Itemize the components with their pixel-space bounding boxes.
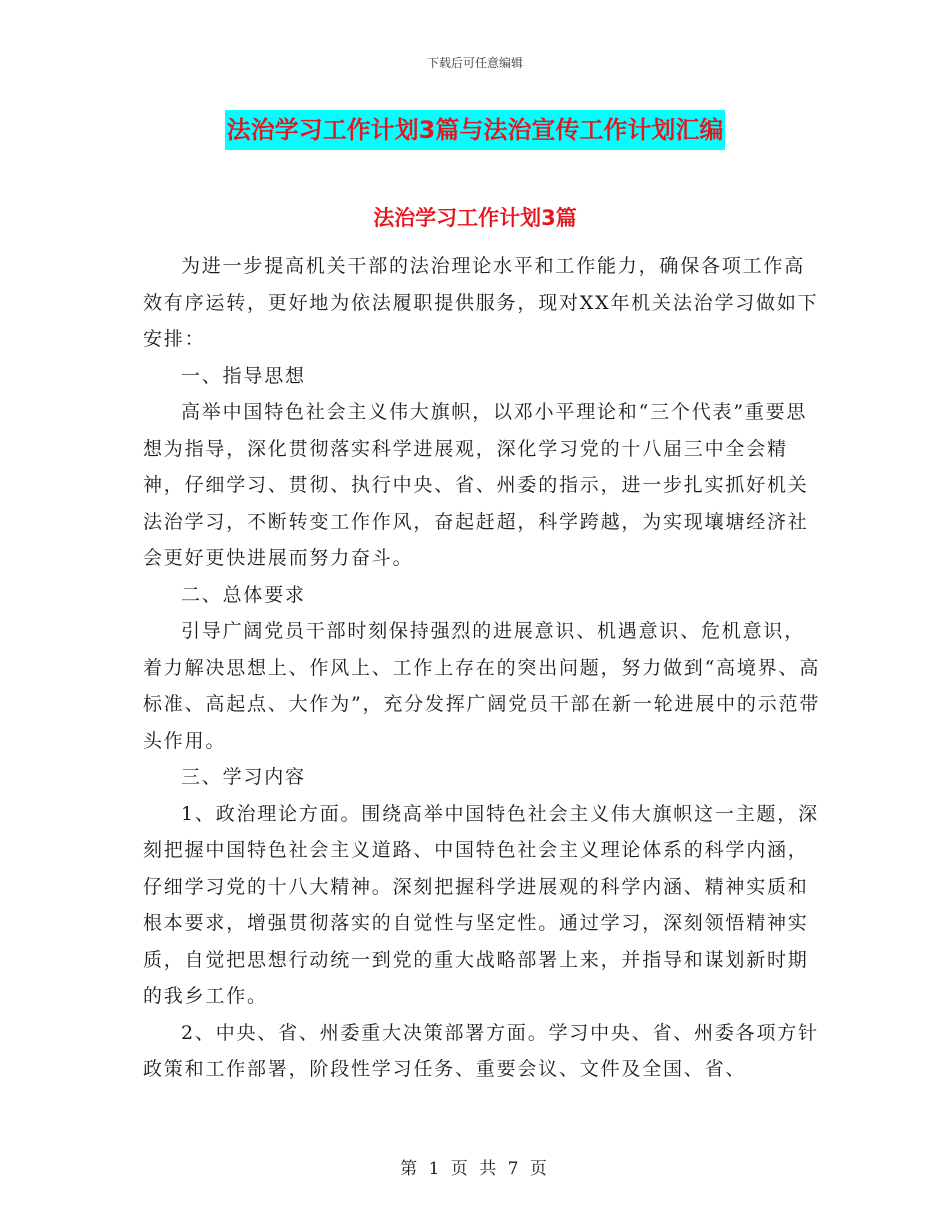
sub-title: 法治学习工作计划3篇	[373, 206, 577, 230]
paragraph-overall-requirements: 引导广阔党员干部时刻保持强烈的进展意识、机遇意识、危机意识，着力解决思想上、作风上、工作上存在的突出问题，努力做到“高境界、高标准、高起点、大作为”，充分发挥广阔党员干部在新一轮进展中的示范带头作用。	[143, 620, 821, 752]
main-title: 法治学习工作计划3篇与法治宣传工作计划汇编	[225, 110, 726, 150]
section-heading-overall-requirements: 二、总体要求	[181, 583, 306, 606]
paragraph-central-decisions: 2、中央、省、州委重大决策部署方面。学习中央、省、州委各项方针政策和工作部署，阶段性学习任务、重要会议、文件及全国、省、	[143, 1021, 819, 1080]
paragraph-guiding-thought: 高举中国特色社会主义伟大旗帜，以邓小平理论和“三个代表”重要思想为指导，深化贯彻落实科学进展观，深化学习党的十八届三中全会精神，仔细学习、贯彻、执行中央、省、州委的指示，进一步扎实抓好机关法治学习，不断转变工作作风，奋起赶超，科学跨越，为实现壤塘经济社会更好更快进展而努力奋斗。	[143, 401, 809, 569]
document-body	[143, 248, 823, 1088]
section-heading-learning-content: 三、学习内容	[181, 766, 306, 788]
paragraph-intro: 为进一步提高机关干部的法治理论水平和工作能力，确保各项工作高效有序运转，更好地为依法履职提供服务，现对XX年机关法治学习做如下安排：	[143, 255, 819, 350]
main-title-wrap	[0, 110, 950, 150]
page-footer: 第 1 页 共 7 页	[400, 1159, 550, 1179]
header-note: 下载后可任意编辑	[426, 56, 523, 70]
paragraph-political-theory: 1、政治理论方面。围绕高举中国特色社会主义伟大旗帜这一主题，深刻把握中国特色社会主义道路、中国特色社会主义理论体系的科学内涵，仔细学习党的十八大精神。深刻把握科学进展观的科学内涵、精神实质和根本要求，增强贯彻落实的自觉性与坚定性。通过学习，深刻领悟精神实质，自觉把思想行动统一到党的重大战略部署上来，并指导和谋划新时期的我乡工作。	[143, 802, 819, 1007]
section-heading-guiding-thought: 一、指导思想	[181, 364, 306, 387]
